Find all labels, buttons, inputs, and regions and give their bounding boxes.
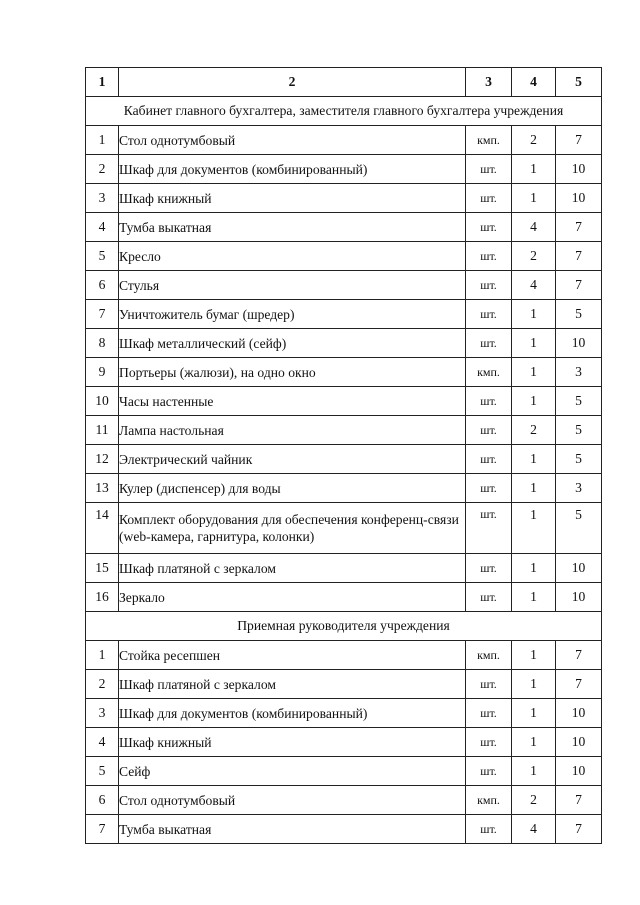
table-row bbox=[86, 155, 602, 184]
service-life-cell: 5 bbox=[556, 387, 602, 416]
table-row bbox=[86, 815, 602, 844]
item-name-cell: Комплект оборудования для обеспечения конференц-связи (web-камера, гарнитура, колонки) bbox=[119, 503, 466, 554]
unit-cell: шт. bbox=[466, 474, 512, 503]
item-name-cell: Кресло bbox=[119, 242, 466, 271]
inventory-table-body bbox=[86, 68, 602, 844]
item-name-cell: Шкаф книжный bbox=[119, 184, 466, 213]
table-row bbox=[86, 641, 602, 670]
item-name-cell: Сейф bbox=[119, 757, 466, 786]
unit-cell: шт. bbox=[466, 757, 512, 786]
row-number-cell: 6 bbox=[86, 271, 119, 300]
unit-cell: шт. bbox=[466, 300, 512, 329]
quantity-cell: 1 bbox=[512, 387, 556, 416]
item-name-cell: Шкаф платяной с зеркалом bbox=[119, 670, 466, 699]
section-header-row bbox=[86, 97, 602, 126]
row-number-cell: 6 bbox=[86, 786, 119, 815]
service-life-cell: 10 bbox=[556, 728, 602, 757]
quantity-cell: 1 bbox=[512, 699, 556, 728]
service-life-cell: 7 bbox=[556, 242, 602, 271]
item-name-cell: Тумба выкатная bbox=[119, 815, 466, 844]
quantity-cell: 1 bbox=[512, 358, 556, 387]
item-name-cell: Шкаф платяной с зеркалом bbox=[119, 554, 466, 583]
item-name-cell: Портьеры (жалюзи), на одно окно bbox=[119, 358, 466, 387]
unit-cell: шт. bbox=[466, 503, 512, 554]
quantity-cell: 1 bbox=[512, 503, 556, 554]
quantity-cell: 4 bbox=[512, 815, 556, 844]
row-number-cell: 11 bbox=[86, 416, 119, 445]
quantity-cell: 1 bbox=[512, 670, 556, 699]
item-name-cell: Шкаф для документов (комбинированный) bbox=[119, 699, 466, 728]
table-row bbox=[86, 757, 602, 786]
table-row bbox=[86, 554, 602, 583]
table-row bbox=[86, 387, 602, 416]
service-life-cell: 10 bbox=[556, 583, 602, 612]
column-number-header-row bbox=[86, 68, 602, 97]
table-row bbox=[86, 300, 602, 329]
table-row bbox=[86, 358, 602, 387]
service-life-cell: 7 bbox=[556, 126, 602, 155]
service-life-cell: 10 bbox=[556, 329, 602, 358]
row-number-cell: 5 bbox=[86, 242, 119, 271]
service-life-cell: 5 bbox=[556, 416, 602, 445]
row-number-cell: 3 bbox=[86, 184, 119, 213]
unit-cell: шт. bbox=[466, 815, 512, 844]
unit-cell: кмп. bbox=[466, 358, 512, 387]
item-name-cell: Стойка ресепшен bbox=[119, 641, 466, 670]
quantity-cell: 1 bbox=[512, 155, 556, 184]
service-life-cell: 7 bbox=[556, 641, 602, 670]
unit-cell: шт. bbox=[466, 213, 512, 242]
quantity-cell: 1 bbox=[512, 445, 556, 474]
quantity-cell: 1 bbox=[512, 641, 556, 670]
service-life-cell: 7 bbox=[556, 670, 602, 699]
unit-cell: шт. bbox=[466, 554, 512, 583]
item-name-cell: Часы настенные bbox=[119, 387, 466, 416]
service-life-cell: 7 bbox=[556, 213, 602, 242]
item-name-cell: Тумба выкатная bbox=[119, 213, 466, 242]
item-name-cell: Электрический чайник bbox=[119, 445, 466, 474]
service-life-cell: 10 bbox=[556, 184, 602, 213]
item-name-cell: Стулья bbox=[119, 271, 466, 300]
table-row bbox=[86, 786, 602, 815]
unit-cell: шт. bbox=[466, 416, 512, 445]
section-title: Приемная руководителя учреждения bbox=[86, 612, 602, 641]
quantity-cell: 1 bbox=[512, 728, 556, 757]
row-number-cell: 12 bbox=[86, 445, 119, 474]
quantity-cell: 2 bbox=[512, 416, 556, 445]
table-row bbox=[86, 213, 602, 242]
item-name-cell: Кулер (диспенсер) для воды bbox=[119, 474, 466, 503]
service-life-cell: 10 bbox=[556, 699, 602, 728]
table-row bbox=[86, 728, 602, 757]
unit-cell: шт. bbox=[466, 728, 512, 757]
service-life-cell: 5 bbox=[556, 445, 602, 474]
service-life-cell: 3 bbox=[556, 358, 602, 387]
table-row bbox=[86, 184, 602, 213]
quantity-cell: 4 bbox=[512, 213, 556, 242]
service-life-cell: 7 bbox=[556, 271, 602, 300]
service-life-cell: 5 bbox=[556, 503, 602, 554]
table-row bbox=[86, 670, 602, 699]
row-number-cell: 5 bbox=[86, 757, 119, 786]
row-number-cell: 13 bbox=[86, 474, 119, 503]
unit-cell: кмп. bbox=[466, 786, 512, 815]
section-header-row bbox=[86, 612, 602, 641]
row-number-cell: 8 bbox=[86, 329, 119, 358]
table-row bbox=[86, 699, 602, 728]
unit-cell: шт. bbox=[466, 445, 512, 474]
row-number-cell: 2 bbox=[86, 155, 119, 184]
table-row bbox=[86, 329, 602, 358]
row-number-cell: 1 bbox=[86, 641, 119, 670]
service-life-cell: 10 bbox=[556, 757, 602, 786]
row-number-cell: 1 bbox=[86, 126, 119, 155]
inventory-table bbox=[85, 67, 602, 844]
row-number-cell: 15 bbox=[86, 554, 119, 583]
item-name-cell: Шкаф для документов (комбинированный) bbox=[119, 155, 466, 184]
unit-cell: шт. bbox=[466, 670, 512, 699]
unit-cell: кмп. bbox=[466, 641, 512, 670]
row-number-cell: 2 bbox=[86, 670, 119, 699]
quantity-cell: 1 bbox=[512, 300, 556, 329]
quantity-cell: 1 bbox=[512, 474, 556, 503]
section-title: Кабинет главного бухгалтера, заместителя главного бухгалтера учреждения bbox=[86, 97, 602, 126]
service-life-cell: 7 bbox=[556, 786, 602, 815]
table-row bbox=[86, 583, 602, 612]
unit-cell: кмп. bbox=[466, 126, 512, 155]
row-number-cell: 4 bbox=[86, 728, 119, 757]
table-row bbox=[86, 126, 602, 155]
row-number-cell: 16 bbox=[86, 583, 119, 612]
table-row bbox=[86, 271, 602, 300]
quantity-cell: 4 bbox=[512, 271, 556, 300]
row-number-cell: 7 bbox=[86, 815, 119, 844]
table-row bbox=[86, 416, 602, 445]
table-row bbox=[86, 445, 602, 474]
table-row bbox=[86, 503, 602, 554]
item-name-cell: Лампа настольная bbox=[119, 416, 466, 445]
item-name-cell: Стол однотумбовый bbox=[119, 126, 466, 155]
row-number-cell: 9 bbox=[86, 358, 119, 387]
header-col-4: 4 bbox=[512, 68, 556, 97]
row-number-cell: 7 bbox=[86, 300, 119, 329]
quantity-cell: 1 bbox=[512, 554, 556, 583]
service-life-cell: 7 bbox=[556, 815, 602, 844]
unit-cell: шт. bbox=[466, 387, 512, 416]
unit-cell: шт. bbox=[466, 271, 512, 300]
service-life-cell: 10 bbox=[556, 155, 602, 184]
unit-cell: шт. bbox=[466, 155, 512, 184]
item-name-cell: Уничтожитель бумаг (шредер) bbox=[119, 300, 466, 329]
quantity-cell: 1 bbox=[512, 329, 556, 358]
quantity-cell: 2 bbox=[512, 126, 556, 155]
service-life-cell: 5 bbox=[556, 300, 602, 329]
item-name-cell: Стол однотумбовый bbox=[119, 786, 466, 815]
table-row bbox=[86, 474, 602, 503]
unit-cell: шт. bbox=[466, 583, 512, 612]
header-col-5: 5 bbox=[556, 68, 602, 97]
unit-cell: шт. bbox=[466, 242, 512, 271]
unit-cell: шт. bbox=[466, 184, 512, 213]
quantity-cell: 1 bbox=[512, 184, 556, 213]
quantity-cell: 1 bbox=[512, 757, 556, 786]
item-name-cell: Шкаф металлический (сейф) bbox=[119, 329, 466, 358]
quantity-cell: 2 bbox=[512, 786, 556, 815]
row-number-cell: 4 bbox=[86, 213, 119, 242]
row-number-cell: 14 bbox=[86, 503, 119, 554]
item-name-cell: Зеркало bbox=[119, 583, 466, 612]
service-life-cell: 10 bbox=[556, 554, 602, 583]
unit-cell: шт. bbox=[466, 699, 512, 728]
quantity-cell: 2 bbox=[512, 242, 556, 271]
header-col-2: 2 bbox=[119, 68, 466, 97]
row-number-cell: 3 bbox=[86, 699, 119, 728]
quantity-cell: 1 bbox=[512, 583, 556, 612]
header-col-1: 1 bbox=[86, 68, 119, 97]
unit-cell: шт. bbox=[466, 329, 512, 358]
item-name-cell: Шкаф книжный bbox=[119, 728, 466, 757]
header-col-3: 3 bbox=[466, 68, 512, 97]
table-row bbox=[86, 242, 602, 271]
service-life-cell: 3 bbox=[556, 474, 602, 503]
row-number-cell: 10 bbox=[86, 387, 119, 416]
